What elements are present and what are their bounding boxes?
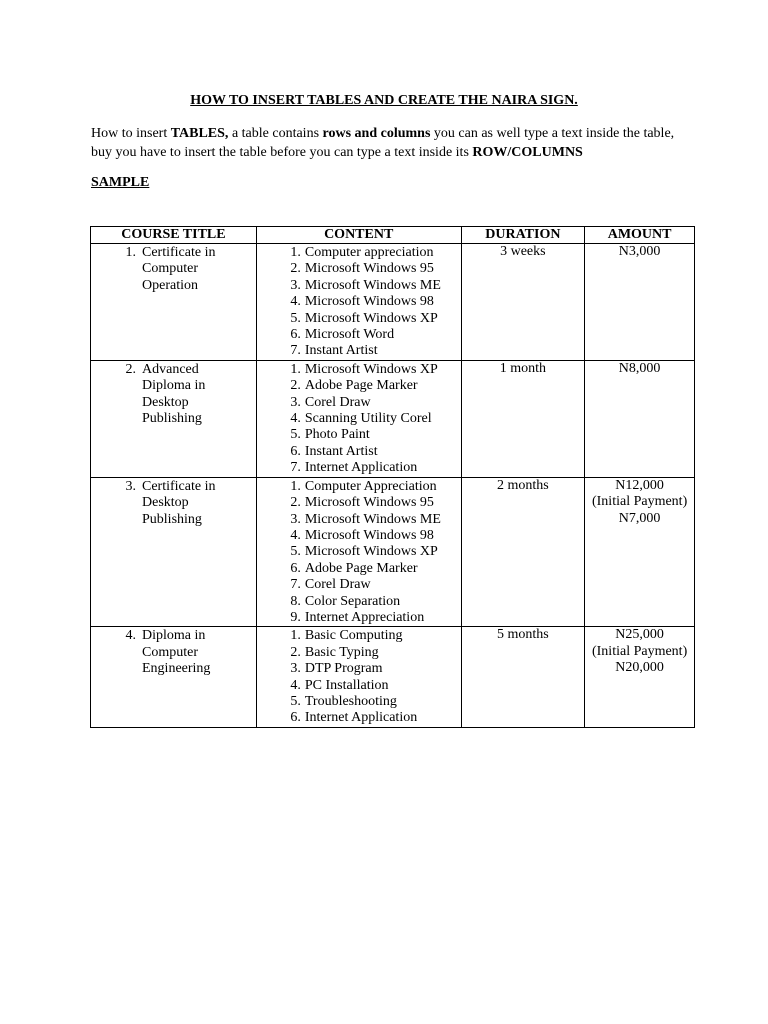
amount-line: (Initial Payment) [591,643,688,659]
course-number: 4. [125,628,136,644]
content-cell [256,244,461,361]
list-item-number: 4. [290,294,301,310]
table-row [91,627,695,727]
list-item-number: 2. [290,644,301,660]
course-title-cell [91,477,257,627]
list-item-number: 3. [290,394,301,410]
list-item [257,694,461,710]
intro-bold-row-columns: ROW/COLUMNS [472,145,583,160]
course-title: Certificate in Computer Operation [142,245,216,293]
amount-line: N7,000 [618,510,661,526]
list-item [257,561,461,577]
list-item-number: 5. [290,544,301,560]
list-item-number: 1. [290,628,301,644]
list-item [257,710,461,726]
list-item-number: 1. [290,245,301,260]
course-number: 3. [125,478,136,494]
list-item-number: 5. [290,310,301,326]
list-item [257,311,461,327]
header-duration: DURATION [461,227,585,244]
list-item [257,278,461,294]
list-item-number: 6. [290,443,301,459]
content-list [257,627,461,726]
header-amount: AMOUNT [585,227,695,244]
list-item-number: 6. [290,560,301,576]
list-item [257,362,461,378]
amount-line: N25,000 [615,627,664,643]
list-item [257,294,461,310]
list-item-text: Instant Artist [304,343,378,359]
course-title: Advanced Diploma in Desktop Publishing [142,361,206,427]
list-item-text: Instant Artist [304,443,378,459]
table-row [91,360,695,477]
list-item [257,395,461,411]
header-course-title: COURSE TITLE [91,227,257,244]
course-number: 1. [125,245,136,260]
intro-bold-rows-columns: rows and columns [322,126,431,141]
list-item-number: 7. [290,343,301,359]
content-cell [256,360,461,477]
list-item-text: Adobe Page Marker [304,378,418,394]
course-title-cell [91,244,257,361]
amount-line: N8,000 [618,360,661,376]
list-item-number: 4. [290,527,301,543]
list-item [257,427,461,443]
amount-line: N20,000 [615,660,664,676]
list-item [257,610,461,626]
header-content: CONTENT [256,227,461,244]
list-item-text: Internet Application [304,710,418,726]
amount-line: (Initial Payment) [591,494,688,510]
list-item-text: Adobe Page Marker [304,560,418,576]
course-table-body [91,244,695,728]
list-item-number: 2. [290,261,301,277]
list-item [257,628,461,644]
table-row [91,244,695,361]
list-item-text: Computer Appreciation [304,478,437,494]
list-item [257,495,461,511]
course-title: Certificate in Desktop Publishing [142,478,216,527]
intro-text-3: you can as well type a text inside the table, buy you have to insert the table before you can type a text inside its [91,126,675,160]
list-item [257,528,461,544]
list-item-text: Microsoft Windows ME [304,511,441,527]
list-item-number: 3. [290,277,301,293]
list-item-text: Microsoft Windows XP [304,544,438,560]
list-item [257,343,461,359]
list-item-number: 5. [290,427,301,443]
content-cell [256,477,461,627]
list-item-text: Computer appreciation [304,245,434,260]
list-item [257,444,461,460]
intro-text-1: How to insert [91,126,171,141]
list-item [257,378,461,394]
list-item-number: 2. [290,378,301,394]
course-table [90,226,695,728]
sample-heading: SAMPLE [91,175,150,190]
list-item [257,327,461,343]
list-item-number: 9. [290,609,301,625]
amount-cell [585,627,695,727]
content-list [257,361,461,477]
course-title: Diploma in Computer Engineering [142,628,211,677]
list-item [257,594,461,610]
list-item-text: Microsoft Word [304,327,395,343]
amount-line: N3,000 [618,244,661,259]
list-item-text: Microsoft Windows XP [304,361,438,377]
list-item-number: 5. [290,693,301,709]
list-item-number: 2. [290,495,301,511]
content-list [257,244,461,360]
list-item-text: Microsoft Windows 95 [304,261,434,277]
list-item [257,245,461,261]
list-item [257,577,461,593]
list-item-number: 7. [290,577,301,593]
content-cell [256,627,461,727]
document-title: HOW TO INSERT TABLES AND CREATE THE NAIRA SIGN. [190,93,578,108]
list-item-text: Microsoft Windows 98 [304,527,434,543]
table-row [91,477,695,627]
list-item-text: Corel Draw [304,394,371,410]
list-item-text: Basic Typing [304,644,379,660]
amount-line: N12,000 [615,477,664,493]
content-list [257,478,461,627]
list-item-text: Microsoft Windows ME [304,277,441,293]
list-item-number: 4. [290,411,301,427]
list-item [257,544,461,560]
table-header-row [91,227,695,244]
amount-cell [585,244,695,361]
course-title-cell [91,627,257,727]
list-item-text: Scanning Utility Corel [304,411,432,427]
list-item-text: Microsoft Windows 95 [304,495,434,511]
list-item-number: 3. [290,661,301,677]
list-item-number: 3. [290,511,301,527]
list-item-text: Troubleshooting [304,693,397,709]
list-item-number: 1. [290,478,301,494]
list-item [257,261,461,277]
list-item [257,411,461,427]
list-item [257,678,461,694]
list-item-text: Photo Paint [304,427,370,443]
list-item-text: PC Installation [304,677,389,693]
list-item-text: Microsoft Windows 98 [304,294,434,310]
course-title-cell [91,360,257,477]
list-item-text: Color Separation [304,593,401,609]
list-item [257,645,461,661]
list-item-number: 4. [290,677,301,693]
amount-cell [585,477,695,627]
list-item-number: 8. [290,593,301,609]
duration-cell: 1 month [461,360,585,477]
list-item-text: Microsoft Windows XP [304,310,438,326]
list-item-text: Internet Appreciation [304,609,425,625]
list-item-text: Basic Computing [304,628,403,644]
list-item-number: 1. [290,361,301,377]
duration-cell: 3 weeks [461,244,585,361]
list-item [257,460,461,476]
list-item-number: 6. [290,327,301,343]
list-item [257,512,461,528]
amount-cell [585,360,695,477]
list-item-text: Internet Application [304,460,418,476]
duration-cell: 5 months [461,627,585,727]
intro-paragraph [91,124,691,162]
list-item [257,661,461,677]
intro-bold-tables: TABLES, [170,126,229,141]
list-item-number: 7. [290,460,301,476]
list-item-number: 6. [290,710,301,726]
course-number: 2. [125,361,136,377]
list-item [257,479,461,495]
duration-cell: 2 months [461,477,585,627]
list-item-text: Corel Draw [304,577,371,593]
list-item-text: DTP Program [304,661,383,677]
intro-text-2: a table contains [228,126,323,141]
